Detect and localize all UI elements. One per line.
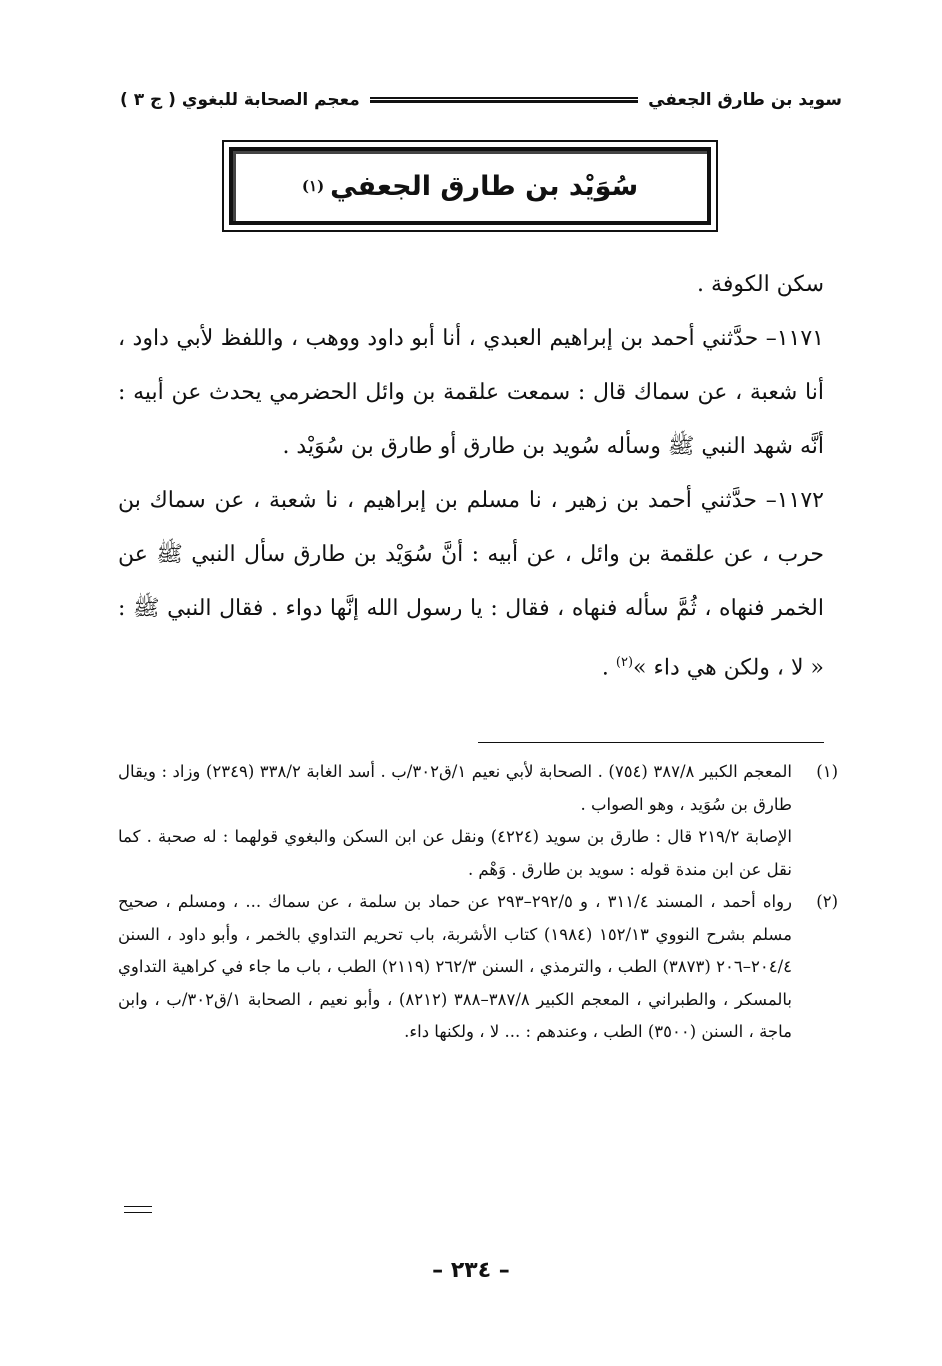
title-footnote-ref: (١) — [301, 177, 325, 195]
entry-title-inner-frame — [229, 147, 711, 225]
footnote-number: (٢) — [816, 892, 838, 911]
hadith-1172-end: . — [601, 655, 616, 681]
entry-title-frame — [222, 140, 718, 232]
footnote-line: المعجم الكبير ٣٨٧/٨ (٧٥٤) . الصحابة لأبي نعيم ١/ق٣٠٢/ب . أسد الغابة ٣٣٨/٢ (٢٣٤٩) وزاد : ويقال طارق بن سُوَيد ، وهو الصواب . — [118, 762, 792, 814]
header-entry-name: سويد بن طارق الجعفي — [648, 90, 842, 110]
header-rule — [370, 97, 638, 103]
footnote-text — [118, 756, 792, 886]
footnote-line: رواه أحمد ، المسند ٣١١/٤ ، و ٢٩٢/٥–٢٩٣ عن حماد بن سلمة ، عن سماك ... ، ومسلم ، صحيح مسلم بشرح النووي ١٥٢/١٣ (١٩٨٤) كتاب الأشربة، باب تحريم التداوي بالخمر ، وأبو داود ، السنن ٢٠٤/٤–٢٠٦ (٣٨٧٣) الطب ، والترمذي ، السنن ٢٦٢/٣ (٢١١٩) الطب ، باب ما جاء في كراهية التداوي بالمسكر ، والطبراني ، المعجم الكبير ٣٨٧/٨–٣٨٨ (٨٢١٢) ، وأبو نعيم ، الصحابة ١/ق٣٠٢/ب ، وابن ماجة ، السنن (٣٥٠٠) الطب ، وعندهم : ... لا ، ولكنها داء. — [118, 892, 793, 1041]
main-text — [118, 258, 824, 695]
footnotes — [118, 756, 838, 1049]
footnote-separator — [478, 742, 824, 743]
header-book-title: معجم الصحابة للبغوي ( ج ٣ ) — [120, 90, 360, 110]
hadith-1172-footnote-ref: (٢) — [615, 655, 634, 670]
entry-title: سُوَيْد بن طارق الجعفي — [330, 170, 639, 202]
footnote-line: الإصابة ٢١٩/٢ قال : طارق بن سويد (٤٢٢٤) ونقل عن ابن السكن والبغوي قولهما : له صحبة . كما نقل عن ابن مندة قوله : سويد بن طارق . وَهْم . — [118, 827, 792, 879]
footnote-text — [118, 886, 792, 1049]
end-of-section-mark — [124, 1206, 152, 1213]
running-header — [120, 86, 842, 114]
intro-line: سكن الكوفة . — [697, 272, 824, 297]
hadith-1172-text: ١١٧٢– حدَّثني أحمد بن زهير ، نا مسلم بن إبراهيم ، نا شعبة ، عن سماك بن حرب ، عن علقمة بن وائل ، عن أبيه : أنَّ سُوَيْد بن طارق سأل النبي ﷺ عن الخمر فنهاه ، ثُمَّ سأله فنهاه ، فقال : يا رسول الله إنَّها دواء . فقال النبي ﷺ : « لا ، ولكن هي داء » — [118, 488, 824, 681]
footnote-number: (١) — [816, 762, 838, 781]
page-number: – ٢٣٤ – — [432, 1258, 510, 1283]
footnote-1 — [118, 756, 838, 886]
hadith-1172 — [118, 474, 824, 695]
hadith-1171: ١١٧١– حدَّثني أحمد بن إبراهيم العبدي ، أنا أبو داود ووهب ، واللفظ لأبي داود ، أنا شعبة ، عن سماك قال : سمعت علقمة بن وائل الحضرمي يحدث عن أبيه : أنَّه شهد النبي ﷺ وسأله سُويد بن طارق أو طارق بن سُوَيْد . — [118, 326, 824, 459]
footnote-2 — [118, 886, 838, 1049]
